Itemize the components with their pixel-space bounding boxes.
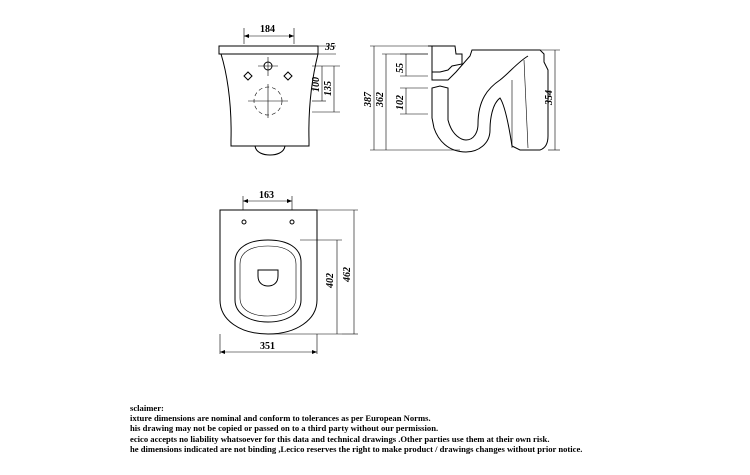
dim-462: 462 xyxy=(342,267,353,282)
disclaimer-line: ecico accepts no liability whatsoever for this data and technical drawings .Other parties use them at their own risk. xyxy=(130,433,550,444)
dim-35: 35 xyxy=(325,42,335,53)
dim-362: 362 xyxy=(375,92,386,107)
dim-163: 163 xyxy=(259,190,274,201)
dim-55: 55 xyxy=(395,63,406,73)
dim-102: 102 xyxy=(395,95,406,110)
dim-100: 100 xyxy=(311,77,322,92)
front-view xyxy=(219,24,340,155)
disclaimer-line: his drawing may not be copied or passed on to a third party without our permission. xyxy=(130,423,439,434)
dim-354: 354 xyxy=(544,90,555,105)
plan-view xyxy=(220,190,358,354)
dim-184: 184 xyxy=(260,24,275,35)
disclaimer-line: ixture dimensions are nominal and conform to tolerances as per European Norms. xyxy=(130,413,431,424)
side-view xyxy=(363,46,560,152)
dim-402: 402 xyxy=(325,273,336,288)
dim-387: 387 xyxy=(363,92,374,107)
disclaimer-line: he dimensions indicated are not binding ,Lecico reserves the right to make product / drawings changes without prior notice. xyxy=(130,443,583,454)
dim-351: 351 xyxy=(260,341,275,352)
disclaimer-title: sclaimer: xyxy=(130,403,164,413)
dim-135: 135 xyxy=(323,81,334,96)
disclaimer xyxy=(130,403,582,454)
